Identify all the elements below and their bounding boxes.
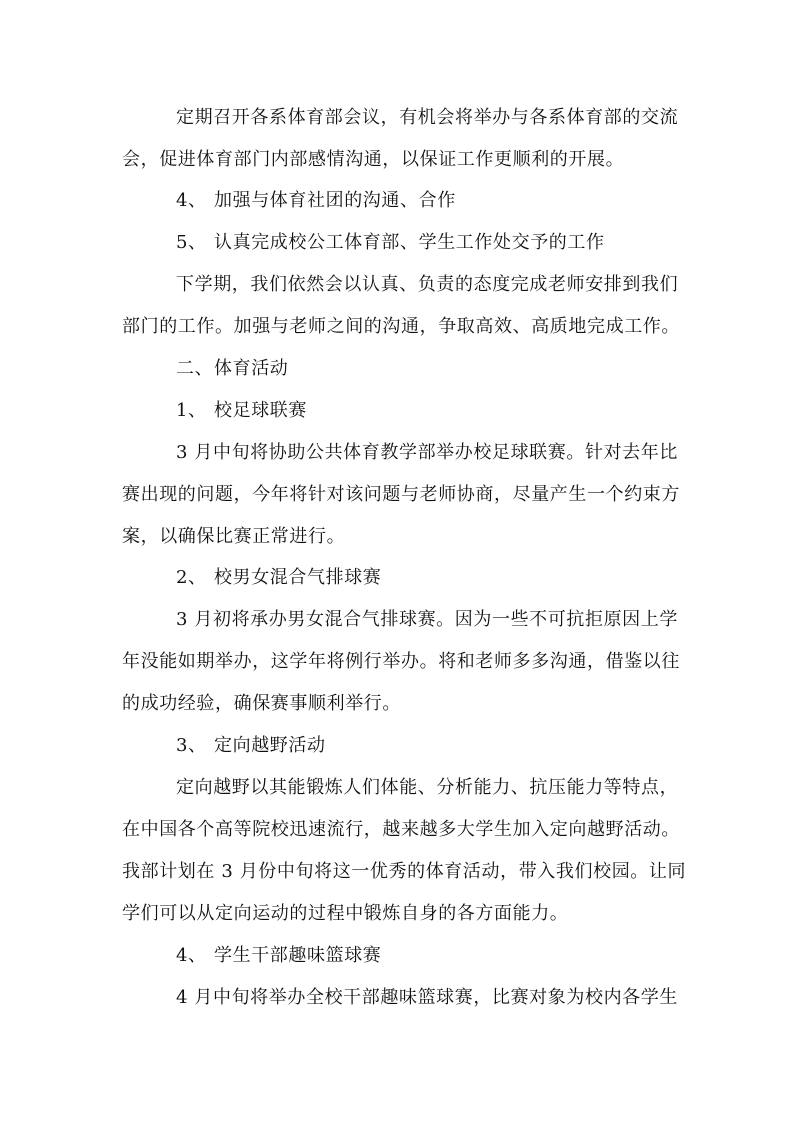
- list-item-text: 认真完成校公工体育部、学生工作处交予的工作: [214, 232, 605, 253]
- paragraph-line: 部门的工作。加强与老师之间的沟通，争取高效、高质地完成工作。: [122, 316, 680, 337]
- paragraph-line: 学们可以从定向运动的过程中锻炼自身的各方面能力。: [122, 903, 569, 924]
- activity-heading-4: [176, 944, 381, 968]
- activity-number: 2、: [176, 567, 207, 588]
- paragraph-line: 案，以确保比赛正常进行。: [122, 526, 346, 547]
- paragraph-line: 4 月中旬将举办全校干部趣味篮球赛，比赛对象为校内各学生: [176, 987, 678, 1008]
- list-item-5: [176, 231, 605, 255]
- section-title: 体育活动: [214, 358, 289, 379]
- activity-title: 校足球联赛: [214, 400, 307, 421]
- section-heading: [176, 357, 288, 381]
- list-number: 4、: [176, 190, 207, 211]
- activity-title: 学生干部趣味篮球赛: [214, 945, 382, 966]
- list-number: 5、: [176, 232, 207, 253]
- paragraph-line: 赛出现的问题，今年将针对该问题与老师协商，尽量产生一个约束方: [122, 484, 680, 505]
- paragraph-line: 会，促进体育部门内部感情沟通，以保证工作更顺利的开展。: [122, 149, 625, 170]
- section-number: 二、: [176, 358, 214, 379]
- activity-heading-2: [176, 566, 381, 590]
- paragraph-line: 定向越野以其能锻炼人们体能、分析能力、抗压能力等特点，: [176, 777, 679, 798]
- paragraph-line: 定期召开各系体育部会议，有机会将举办与各系体育部的交流: [176, 107, 679, 128]
- activity-number: 3、: [176, 735, 207, 756]
- paragraph-line: 我部计划在 3 月份中旬将这一优秀的体育活动，带入我们校园。让同: [122, 861, 687, 882]
- paragraph-line: 3 月中旬将协助公共体育教学部举办校足球联赛。针对去年比: [176, 442, 678, 463]
- paragraph-line: 下学期，我们依然会以认真、负责的态度完成老师安排到我们: [176, 274, 679, 295]
- activity-number: 4、: [176, 945, 207, 966]
- activity-title: 校男女混合气排球赛: [214, 567, 382, 588]
- paragraph-line: 在中国各个高等院校迅速流行，越来越多大学生加入定向越野活动。: [122, 819, 680, 840]
- list-item-4: [176, 189, 456, 213]
- activity-title: 定向越野活动: [214, 735, 326, 756]
- activity-heading-3: [176, 734, 326, 758]
- list-item-text: 加强与体育社团的沟通、合作: [214, 190, 456, 211]
- activity-heading-1: [176, 399, 307, 423]
- paragraph-line: 的成功经验，确保赛事顺利举行。: [122, 693, 401, 714]
- activity-number: 1、: [176, 400, 207, 421]
- paragraph-line: 年没能如期举办，这学年将例行举办。将和老师多多沟通，借鉴以往: [122, 651, 680, 672]
- paragraph-line: 3 月初将承办男女混合气排球赛。因为一些不可抗拒原因上学: [176, 609, 678, 630]
